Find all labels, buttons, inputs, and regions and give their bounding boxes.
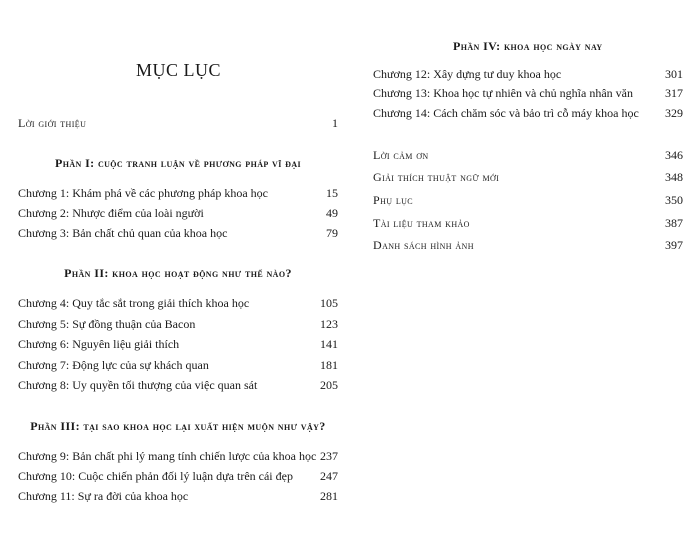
- toc-entry-chapter-10[interactable]: [18, 469, 338, 483]
- toc-entry-chapter-5[interactable]: [18, 317, 338, 331]
- toc-entry-chapter-7[interactable]: [18, 358, 338, 372]
- toc-entry-page: 387: [665, 216, 683, 230]
- part-heading-4: Phần IV: khoa học ngày nay: [453, 39, 603, 53]
- toc-entry-chapter-1[interactable]: [18, 186, 338, 200]
- toc-entry-label: Tài liệu tham khảo: [373, 216, 470, 230]
- toc-entry-page: 301: [665, 67, 683, 81]
- toc-entry-chapter-3[interactable]: [18, 226, 338, 240]
- toc-entry-label: Giải thích thuật ngữ mới: [373, 170, 500, 184]
- toc-entry-chapter-13[interactable]: [373, 86, 683, 100]
- toc-entry-label: Chương 1: Khám phá về các phương pháp khoa học: [18, 186, 268, 200]
- toc-entry-intro[interactable]: [18, 116, 338, 130]
- toc-entry-page: 123: [320, 317, 338, 331]
- toc-entry-page: 15: [326, 186, 338, 200]
- toc-entry-chapter-9[interactable]: [18, 449, 338, 463]
- toc-entry-page: 281: [320, 489, 338, 503]
- toc-entry-chapter-12[interactable]: [373, 67, 683, 81]
- toc-entry-chapter-11[interactable]: [18, 489, 338, 503]
- toc-entry-label: Chương 8: Uy quyền tối thượng của việc quan sát: [18, 378, 258, 392]
- toc-entry-label: Chương 14: Cách chăm sóc và bảo trì cỗ máy khoa học: [373, 106, 639, 120]
- toc-entry-page: 1: [332, 116, 338, 130]
- toc-entry-label: Danh sách hình ảnh: [373, 238, 474, 252]
- toc-entry-chapter-8[interactable]: [18, 378, 338, 392]
- toc-entry-glossary[interactable]: [373, 170, 683, 184]
- toc-entry-acknowledgements[interactable]: [373, 148, 683, 162]
- part-heading-3: Phần III: tại sao khoa học lại xuất hiện muộn như vậy?: [30, 419, 326, 433]
- toc-entry-references[interactable]: [373, 216, 683, 230]
- toc-entry-label: Chương 10: Cuộc chiến phản đối lý luận dựa trên cái đẹp: [18, 469, 293, 483]
- toc-entry-page: 181: [320, 358, 338, 372]
- toc-entry-page: 105: [320, 296, 338, 310]
- toc-entry-page: 346: [665, 148, 683, 162]
- toc-entry-page: 247: [320, 469, 338, 483]
- toc-entry-page: 49: [326, 206, 338, 220]
- part-heading-2: Phần II: khoa học hoạt động như thế nào?: [64, 266, 292, 280]
- toc-entry-page: 141: [320, 337, 338, 351]
- toc-entry-label: Chương 9: Bản chất phi lý mang tính chiến lược của khoa học: [18, 449, 317, 463]
- toc-entry-label: Chương 5: Sự đồng thuận của Bacon: [18, 317, 196, 331]
- toc-entry-label: Lời giới thiệu: [18, 116, 87, 130]
- toc-entry-chapter-4[interactable]: [18, 296, 338, 310]
- toc-entry-page: 329: [665, 106, 683, 120]
- toc-entry-appendix[interactable]: [373, 193, 683, 207]
- toc-entry-page: 350: [665, 193, 683, 207]
- toc-entry-page: 237: [320, 449, 338, 463]
- toc-entry-label: Chương 3: Bản chất chủ quan của khoa học: [18, 226, 228, 240]
- toc-entry-page: 348: [665, 170, 683, 184]
- part-heading-1: Phần I: cuộc tranh luận về phương pháp vĩ đại: [54, 156, 302, 170]
- toc-entry-label: Chương 7: Động lực của sự khách quan: [18, 358, 209, 372]
- toc-entry-label: Lời cảm ơn: [373, 148, 429, 162]
- toc-entry-figure-list[interactable]: [373, 238, 683, 252]
- toc-entry-page: 205: [320, 378, 338, 392]
- toc-entry-label: Chương 11: Sự ra đời của khoa học: [18, 489, 189, 503]
- toc-entry-label: Chương 2: Nhược điểm của loài người: [18, 206, 204, 220]
- toc-entry-label: Chương 13: Khoa học tự nhiên và chủ nghĩa nhân văn: [373, 86, 633, 100]
- toc-entry-label: Chương 4: Quy tắc sắt trong giải thích khoa học: [18, 296, 250, 310]
- toc-entry-page: 79: [326, 226, 338, 240]
- toc-entry-label: Phụ lục: [373, 193, 414, 207]
- toc-entry-label: Chương 12: Xây dựng tư duy khoa học: [373, 67, 562, 81]
- toc-entry-chapter-14[interactable]: [373, 106, 683, 120]
- toc-entry-page: 317: [665, 86, 683, 100]
- page-title: MỤC LỤC: [135, 60, 221, 80]
- toc-entry-page: 397: [665, 238, 683, 252]
- toc-entry-chapter-6[interactable]: [18, 337, 338, 351]
- toc-entry-chapter-2[interactable]: [18, 206, 338, 220]
- toc-entry-label: Chương 6: Nguyên liệu giải thích: [18, 337, 180, 351]
